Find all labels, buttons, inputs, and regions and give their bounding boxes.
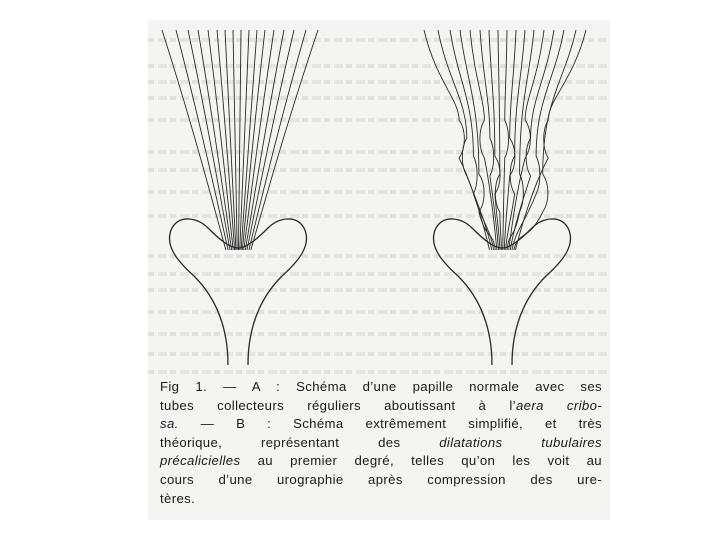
caption-line-5: précalicielles au premier degré, telles qu’on les voit au <box>160 453 602 469</box>
caption-line-2: tubes collecteurs réguliers aboutissant à l’aera cribo- <box>160 397 602 413</box>
caption-line-7: tères. <box>160 490 196 506</box>
collecting-tubule-path <box>238 30 241 250</box>
caption-line-6: cours d’une urographie après compression des ure- <box>160 471 602 487</box>
dilated-tubule-path <box>450 30 494 250</box>
dilated-tubule-path <box>514 30 576 250</box>
collecting-tubule-path <box>245 30 284 250</box>
caption-line-3: sa. — B : Schéma extrêmement simplifié, et très <box>160 416 602 432</box>
papilla-outline-path <box>433 219 570 365</box>
dilated-tubules-schema <box>424 30 586 365</box>
papilla-outline-path <box>169 219 306 365</box>
collecting-tubule-path <box>162 30 226 250</box>
dilated-tubule-path <box>503 30 509 250</box>
normal-papilla-schema <box>162 30 318 365</box>
collecting-tubule-path <box>188 30 230 250</box>
collecting-tubule-path <box>241 30 257 250</box>
caption-line-4: théorique, représentant des dilatations tubulaires <box>160 434 602 450</box>
collecting-tubule-path <box>247 30 294 250</box>
dilated-tubule-path <box>438 30 492 250</box>
figure-caption <box>160 378 602 508</box>
caption-line-1: Fig 1. — A : Schéma d’une papille normale avec ses <box>160 379 602 394</box>
dilated-tubule-path <box>495 30 501 250</box>
collecting-tubule-path <box>217 30 235 250</box>
dilated-tubule-path <box>510 30 554 250</box>
collecting-tubule-path <box>233 30 237 250</box>
